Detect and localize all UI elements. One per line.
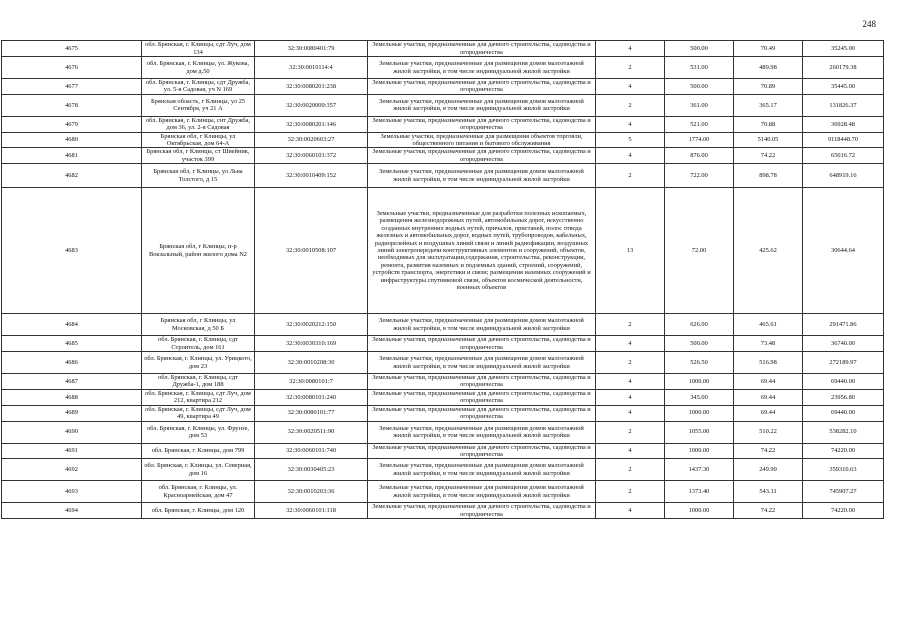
address-cell: Брянская обл, г Клинцы, ул Октябрьская, дом 64-А [142,132,255,148]
unit-value-cell: 5140.05 [734,132,803,148]
row-number: 4692 [2,459,142,481]
address-cell: Брянская обл, г Клинцы, ул Льва Толстого, д 15 [142,164,255,188]
address-cell: Брянская область, г Клинцы, ул 25 Сентября, уч 21 А [142,94,255,116]
area-cell: 521.00 [665,116,734,132]
land-use-cell: Земельные участки, предназначенные для размещения домов малоэтажной жилой застройки, в том числе индивидуальной жилой застройки [368,421,596,443]
cadastral-value-cell: 30644.64 [803,188,884,314]
row-number: 4688 [2,389,142,405]
cadastral-number-cell: 32:30:0020511:90 [255,421,368,443]
area-cell: 876.00 [665,148,734,164]
area-cell: 1000.00 [665,443,734,459]
address-cell: Брянская обл, г Клинцы, п-р Вокзальный, район жилого дома N2 [142,188,255,314]
area-cell: 722.00 [665,164,734,188]
area-cell: 72.00 [665,188,734,314]
address-cell: обл. Брянская, г. Клинцы, ул. Жукова, дом д.50 [142,57,255,79]
unit-value-cell: 74.22 [734,443,803,459]
category-cell: 2 [596,352,665,374]
land-use-cell: Земельные участки, предназначенные для размещения домов малоэтажной жилой застройки, в том числе индивидуальной жилой застройки [368,164,596,188]
table-row [2,459,884,481]
address-cell: обл. Брянская, г. Клинцы, сдт Луч, дом 49, квартира 49 [142,405,255,421]
cadastral-value-cell: 35445.00 [803,79,884,95]
land-use-cell: Земельные участки, предназначенные для размещения домов малоэтажной жилой застройки, в том числе индивидуальной жилой застройки [368,481,596,503]
land-use-cell: Земельные участки, предназначенные для дачного строительства, садоводства и огородничества [368,336,596,352]
cadastral-value-cell: 648919.16 [803,164,884,188]
address-cell: обл. Брянская, г. Клинцы, сдт Дружба-1, дом 188 [142,374,255,390]
category-cell: 2 [596,481,665,503]
unit-value-cell: 69.44 [734,374,803,390]
cadastral-number-cell: 32:30:0030405:23 [255,459,368,481]
land-use-cell: Земельные участки, предназначенные для дачного строительства, садоводства и огородничества [368,41,596,57]
category-cell: 2 [596,94,665,116]
cadastral-value-cell: 35245.00 [803,41,884,57]
table-row [2,132,884,148]
cadastral-number-cell: 32:30:0080401:79 [255,41,368,57]
address-cell: обл. Брянская, г. Клинцы, дом 120 [142,503,255,519]
table-row [2,443,884,459]
land-use-cell: Земельные участки, предназначенные для разработки полезных ископаемых, размещения железнодорожных путей, автомобильных дорог, искусственно созданных внутренних водных путей, причалов, пристаней, полос отвода железных и автомобильных дорог, водных путей, трубопроводов, кабельных, радиорелейных и воздушных линий связи и линий радиофикации, воздушных линий электропередачи конструктивных элементов и сооружений, объектов, необходимых для эксплуатации,содержания, строительства, реконструкции, ремонта, развития наземных и подземных зданий, строений, сооружений, устройств транспорта, энергетики и связи; размещения наземных сооружений и инфраструктуры спутниковой связи, объектов космической деятельности, военных объектов [368,188,596,314]
cadastral-number-cell: 32:30:0030310:169 [255,336,368,352]
address-cell: Брянская обл, г Клинцы, ул Московская, д 50 Б [142,314,255,336]
category-cell: 4 [596,503,665,519]
table-row [2,41,884,57]
cadastral-value-cell: 131826.37 [803,94,884,116]
unit-value-cell: 70.89 [734,79,803,95]
land-use-cell: Земельные участки, предназначенные для размещения домов малоэтажной жилой застройки, в том числе индивидуальной жилой застройки [368,314,596,336]
unit-value-cell: 365.17 [734,94,803,116]
cadastral-number-cell: 32:30:0010203:36 [255,481,368,503]
cadastral-value-cell: 23956.80 [803,389,884,405]
cadastral-value-cell: 538282.10 [803,421,884,443]
cadastral-value-cell: 9118448.70 [803,132,884,148]
category-cell: 2 [596,421,665,443]
row-number: 4691 [2,443,142,459]
cadastral-value-table [1,40,884,519]
cadastral-value-cell: 272189.97 [803,352,884,374]
unit-value-cell: 69.44 [734,405,803,421]
cadastral-number-cell: 32:30:0060101:740 [255,443,368,459]
cadastral-number-cell: 32:30:0060101:118 [255,503,368,519]
land-use-cell: Земельные участки, предназначенные для дачного строительства, садоводства и огородничества [368,503,596,519]
unit-value-cell: 69.44 [734,389,803,405]
category-cell: 13 [596,188,665,314]
table-row [2,57,884,79]
table-row [2,374,884,390]
page-number: 248 [862,19,876,29]
address-cell: обл. Брянская, г. Клинцы, ул. Северная, дом 16 [142,459,255,481]
unit-value-cell: 74.22 [734,503,803,519]
address-cell: обл. Брянская, г. Клинцы, дом 799 [142,443,255,459]
category-cell: 4 [596,41,665,57]
category-cell: 5 [596,132,665,148]
cadastral-number-cell: 32:30:0010208:30 [255,352,368,374]
table-row [2,481,884,503]
area-cell: 361.00 [665,94,734,116]
cadastral-value-cell: 65016.72 [803,148,884,164]
cadastral-number-cell: 32:30:0080101:77 [255,405,368,421]
row-number: 4676 [2,57,142,79]
land-use-cell: Земельные участки, предназначенные для размещения домов малоэтажной жилой застройки, в том числе индивидуальной жилой застройки [368,94,596,116]
category-cell: 4 [596,116,665,132]
cadastral-number-cell: 32:30:0080101:240 [255,389,368,405]
unit-value-cell: 465.61 [734,314,803,336]
cadastral-number-cell: 32:30:0080101:7 [255,374,368,390]
cadastral-number-cell: 32:30:0020212:150 [255,314,368,336]
land-use-cell: Земельные участки, предназначенные для дачного строительства, садоводства и огородничества [368,443,596,459]
row-number: 4679 [2,116,142,132]
row-number: 4681 [2,148,142,164]
category-cell: 4 [596,389,665,405]
cadastral-value-cell: 36928.48 [803,116,884,132]
table-body [2,41,884,519]
unit-value-cell: 543.11 [734,481,803,503]
row-number: 4677 [2,79,142,95]
table-row [2,188,884,314]
category-cell: 4 [596,405,665,421]
area-cell: 1000.00 [665,503,734,519]
area-cell: 1000.00 [665,405,734,421]
cadastral-value-cell: 359310.63 [803,459,884,481]
unit-value-cell: 249.99 [734,459,803,481]
table-row [2,164,884,188]
row-number: 4694 [2,503,142,519]
unit-value-cell: 70.49 [734,41,803,57]
address-cell: обл. Брянская, г. Клинцы, снт Дружба, дом 36, ул. 2-я Садовая [142,116,255,132]
cadastral-number-cell: 32:30:0020603:27 [255,132,368,148]
table-row [2,421,884,443]
table-row [2,94,884,116]
table-row [2,352,884,374]
category-cell: 4 [596,443,665,459]
cadastral-value-cell: 745907.27 [803,481,884,503]
area-cell: 526.50 [665,352,734,374]
category-cell: 2 [596,314,665,336]
unit-value-cell: 74.22 [734,148,803,164]
land-use-cell: Земельные участки, предназначенные для дачного строительства, садоводства и огородничества [368,374,596,390]
table-row [2,79,884,95]
row-number: 4684 [2,314,142,336]
cadastral-number-cell: 32:30:0060101:372 [255,148,368,164]
table-row [2,389,884,405]
land-use-cell: Земельные участки, предназначенные для дачного строительства, садоводства и огородничества [368,405,596,421]
address-cell: Брянская обл, г Клинцы, ст Швейник, участок 399 [142,148,255,164]
cadastral-value-cell: 69440.00 [803,405,884,421]
unit-value-cell: 510.22 [734,421,803,443]
cadastral-number-cell: 32:30:0010409:152 [255,164,368,188]
category-cell: 2 [596,459,665,481]
table-row [2,314,884,336]
category-cell: 2 [596,164,665,188]
table-row [2,503,884,519]
cadastral-number-cell: 32:30:0010508:107 [255,188,368,314]
unit-value-cell: 898.78 [734,164,803,188]
land-use-cell: Земельные участки, предназначенные для размещения объектов торговли, общественного питания и бытового обслуживания [368,132,596,148]
cadastral-number-cell: 32:30:0010114:4 [255,57,368,79]
cadastral-value-cell: 69440.00 [803,374,884,390]
address-cell: обл. Брянская, г. Клинцы, сдт Луч, дом 212, квартира 212 [142,389,255,405]
category-cell: 4 [596,79,665,95]
cadastral-number-cell: 32:30:0080201:146 [255,116,368,132]
cadastral-value-cell: 291471.86 [803,314,884,336]
address-cell: обл. Брянская, г. Клинцы, ул. Фрунзе, дом 53 [142,421,255,443]
land-use-cell: Земельные участки, предназначенные для дачного строительства, садоводства и огородничества [368,148,596,164]
row-number: 4685 [2,336,142,352]
land-use-cell: Земельные участки, предназначенные для размещения домов малоэтажной жилой застройки, в том числе индивидуальной жилой застройки [368,352,596,374]
cadastral-value-cell: 74220.00 [803,503,884,519]
category-cell: 4 [596,148,665,164]
row-number: 4683 [2,188,142,314]
unit-value-cell: 516.98 [734,352,803,374]
area-cell: 626.00 [665,314,734,336]
area-cell: 500.00 [665,79,734,95]
area-cell: 345.00 [665,389,734,405]
land-use-cell: Земельные участки, предназначенные для размещения домов малоэтажной жилой застройки, в том числе индивидуальной жилой застройки [368,57,596,79]
address-cell: обл. Брянская, г. Клинцы, ул. Красноармейская, дом 47 [142,481,255,503]
area-cell: 500.00 [665,336,734,352]
area-cell: 531.00 [665,57,734,79]
address-cell: обл. Брянская, г. Клинцы, сдт Луч, дом 134 [142,41,255,57]
land-use-cell: Земельные участки, предназначенные для дачного строительства, садоводства и огородничества [368,79,596,95]
area-cell: 500.00 [665,41,734,57]
row-number: 4690 [2,421,142,443]
cadastral-value-cell: 74220.00 [803,443,884,459]
area-cell: 1373.40 [665,481,734,503]
row-number: 4689 [2,405,142,421]
row-number: 4686 [2,352,142,374]
address-cell: обл. Брянская, г. Клинцы, сдт Строитель, дом 161 [142,336,255,352]
table-row [2,336,884,352]
area-cell: 1437.30 [665,459,734,481]
land-use-cell: Земельные участки, предназначенные для дачного строительства, садоводства и огородничества [368,389,596,405]
row-number: 4680 [2,132,142,148]
table-row [2,116,884,132]
row-number: 4678 [2,94,142,116]
category-cell: 2 [596,57,665,79]
address-cell: обл. Брянская, г. Клинцы, сдт Дружба, ул. 5-я Садовая, уч N 169 [142,79,255,95]
category-cell: 4 [596,336,665,352]
table-row [2,405,884,421]
area-cell: 1055.00 [665,421,734,443]
table-row [2,148,884,164]
unit-value-cell: 489.98 [734,57,803,79]
category-cell: 4 [596,374,665,390]
address-cell: обл. Брянская, г. Клинцы, ул. Урицкого, дом 23 [142,352,255,374]
area-cell: 1000.00 [665,374,734,390]
unit-value-cell: 425.62 [734,188,803,314]
cadastral-value-cell: 260179.38 [803,57,884,79]
row-number: 4675 [2,41,142,57]
row-number: 4682 [2,164,142,188]
row-number: 4687 [2,374,142,390]
unit-value-cell: 70.88 [734,116,803,132]
land-use-cell: Земельные участки, предназначенные для дачного строительства, садоводства и огородничества [368,116,596,132]
unit-value-cell: 73.48 [734,336,803,352]
land-use-cell: Земельные участки, предназначенные для размещения домов малоэтажной жилой застройки, в том числе индивидуальной жилой застройки [368,459,596,481]
area-cell: 1774.00 [665,132,734,148]
cadastral-number-cell: 32:30:0080201:238 [255,79,368,95]
cadastral-value-cell: 36740.00 [803,336,884,352]
row-number: 4693 [2,481,142,503]
cadastral-number-cell: 32:30:0020009:357 [255,94,368,116]
